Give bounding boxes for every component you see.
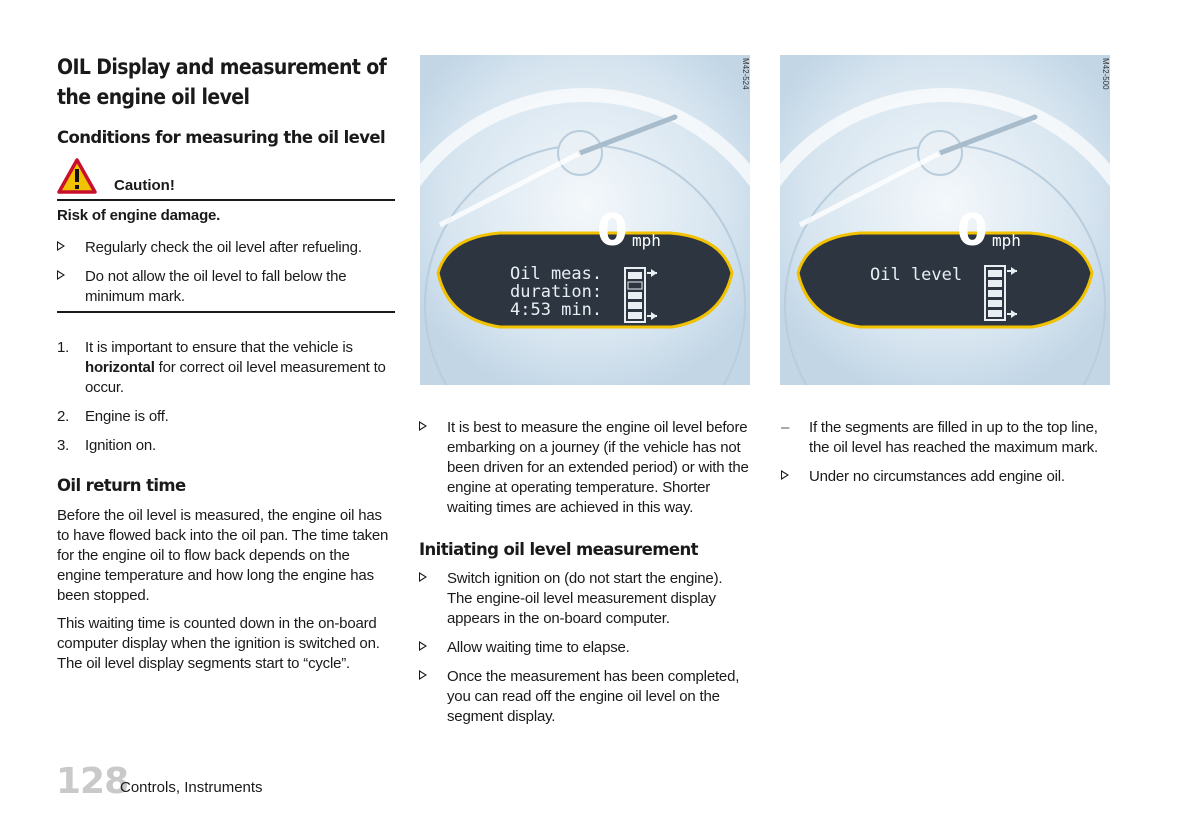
oil-measurement-text: Oil meas. duration: 4:53 min. (510, 264, 603, 320)
oil-return-heading: Oil return time (57, 476, 186, 495)
oil-level-label: Oil level (870, 265, 963, 285)
oil-return-paragraph-2: This waiting time is counted down in the on-board computer display when the ignition is switched on. The oil level display segments start to “cycle”. (57, 615, 380, 672)
instrument-figure-left (420, 55, 750, 385)
risk-text: Risk of engine damage. (57, 207, 221, 224)
figure-code: M42-524 (741, 58, 750, 90)
page-number: 128 (56, 761, 129, 802)
warning-icon (57, 158, 97, 194)
page-title: OIL Display and measurement of the engine oil level (57, 55, 387, 109)
conditions-heading: Conditions for measuring the oil level (57, 128, 386, 147)
speed-unit: mph (992, 231, 1021, 250)
bullet-arrow-icon (419, 670, 427, 680)
speed-value: 0 (957, 205, 988, 256)
bullet-arrow-icon (419, 572, 427, 582)
caution-rule-bottom (57, 311, 395, 313)
initiating-heading: Initiating oil level measurement (419, 540, 698, 559)
oil-segment-display (983, 265, 1023, 321)
speed-value: 0 (597, 205, 628, 256)
bullet-arrow-icon (419, 641, 427, 651)
caution-label: Caution! (114, 177, 175, 194)
speed-unit: mph (632, 231, 661, 250)
figure-code: M42-500 (1101, 58, 1110, 90)
footer-section: Controls, Instruments (120, 779, 263, 796)
caution-rule-top (57, 199, 395, 201)
oil-segment-display (623, 267, 663, 323)
bullet-arrow-icon (57, 241, 65, 251)
bullet-arrow-icon (57, 270, 65, 280)
bullet-arrow-icon (419, 421, 427, 431)
bullet-arrow-icon (781, 470, 789, 480)
instrument-figure-right (780, 55, 1110, 385)
oil-return-paragraph-1: Before the oil level is measured, the engine oil has to have flowed back into the oil pan. The time taken for the engine oil to flow back depends on the engine temperature and how long the engine has been stopped. (57, 507, 389, 604)
